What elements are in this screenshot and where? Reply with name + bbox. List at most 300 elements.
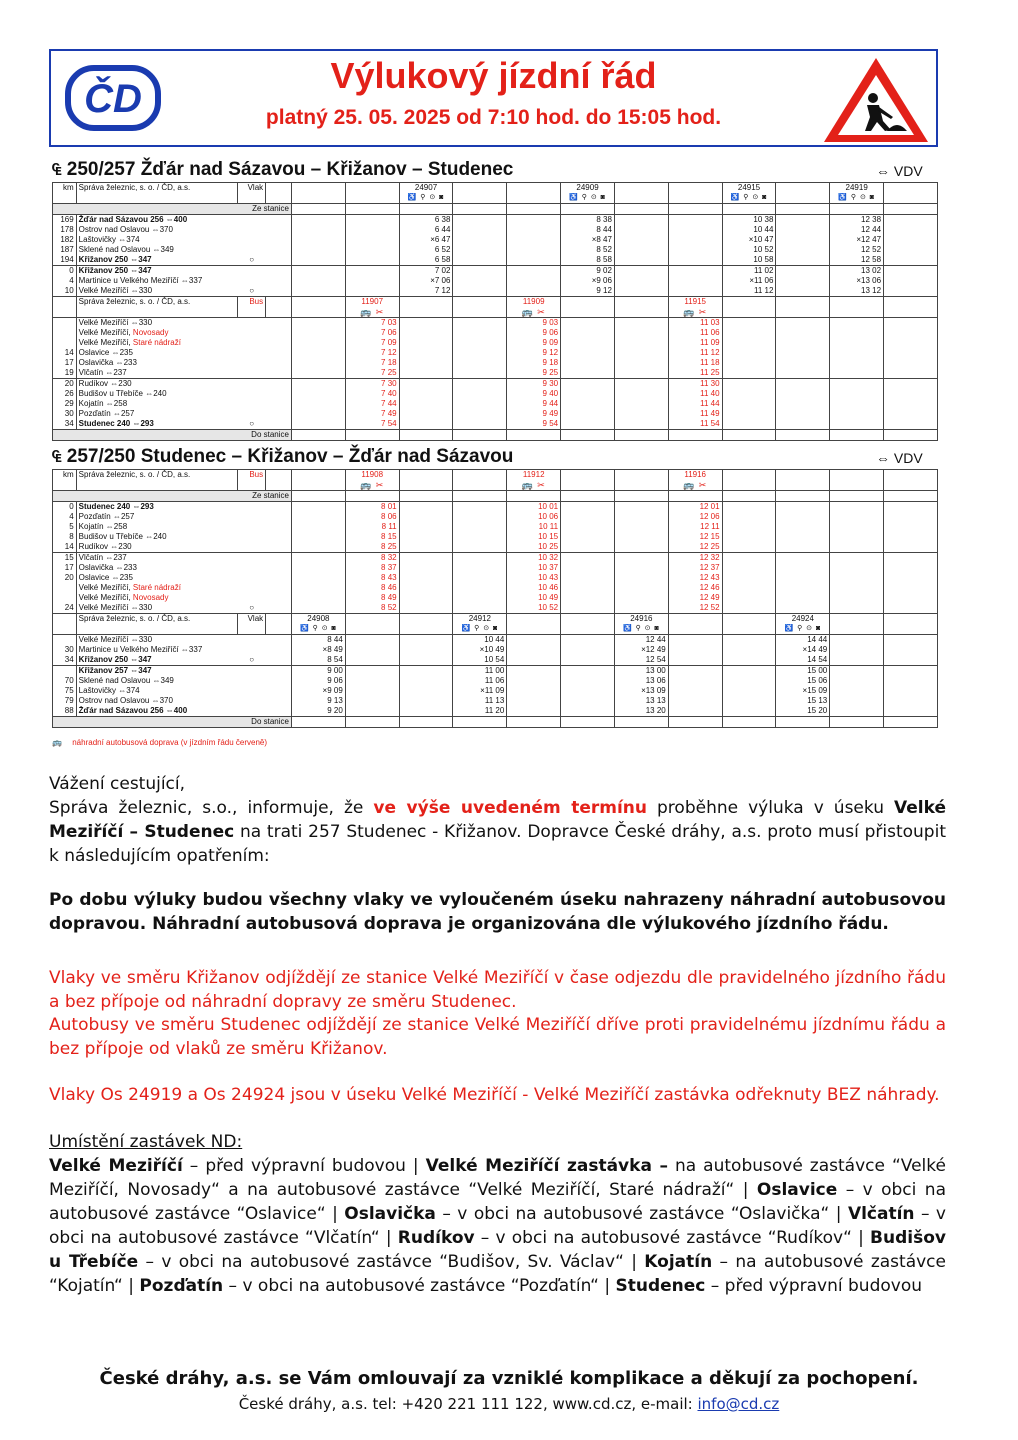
timetable-cell bbox=[53, 624, 77, 635]
timetable-cell bbox=[507, 286, 561, 297]
departure-time: 9 25 bbox=[507, 368, 561, 379]
timetable-cell bbox=[776, 204, 830, 215]
timetable-cell bbox=[884, 266, 938, 277]
stop-name: Kojatín bbox=[644, 1252, 713, 1272]
timetable-cell bbox=[291, 318, 345, 329]
departure-time: 8 44 bbox=[561, 225, 615, 235]
stop-marker bbox=[238, 276, 266, 286]
departure-time: 8 44 bbox=[291, 635, 345, 646]
timetable-cell bbox=[722, 358, 776, 368]
timetable-cell bbox=[399, 542, 453, 553]
stop-marker bbox=[238, 532, 266, 542]
stop-marker bbox=[238, 328, 266, 338]
timetable-cell bbox=[722, 430, 776, 441]
service-icons: ♿ ⚲ ⊙ ◙ bbox=[399, 193, 453, 204]
stop-marker: ○ bbox=[249, 255, 255, 264]
timetable-cell bbox=[453, 430, 507, 441]
km-value: 19 bbox=[53, 368, 77, 379]
timetable-cell bbox=[722, 655, 776, 666]
departure-time: ×13 06 bbox=[830, 276, 884, 286]
km-value: 30 bbox=[53, 409, 77, 419]
departure-time: 8 37 bbox=[345, 563, 399, 573]
timetable-cell bbox=[291, 379, 345, 390]
timetable-cell bbox=[722, 409, 776, 419]
departure-time: 8 11 bbox=[345, 522, 399, 532]
stop-marker bbox=[238, 266, 266, 277]
timetable-cell bbox=[722, 706, 776, 717]
train-number: 24912 bbox=[453, 614, 507, 625]
timetable-cell bbox=[830, 542, 884, 553]
timetable-cell bbox=[884, 470, 938, 481]
timetable-cell bbox=[884, 328, 938, 338]
timetable-cell bbox=[614, 553, 668, 564]
train-number: 24916 bbox=[614, 614, 668, 625]
timetable-cell bbox=[399, 563, 453, 573]
timetable-cell bbox=[884, 245, 938, 255]
timetable-cell bbox=[830, 522, 884, 532]
station-name: Rudíkov ⇔230 bbox=[76, 379, 237, 390]
section2-vdv-label: ⇔ VDV bbox=[876, 450, 923, 466]
km-value: 10 bbox=[53, 286, 77, 297]
timetable-cell bbox=[453, 409, 507, 419]
departure-time: 11 02 bbox=[722, 266, 776, 277]
timetable-cell bbox=[345, 286, 399, 297]
stop-description: – na autobusové zastávce “Kojatín“ | bbox=[49, 1252, 946, 1296]
timetable-cell bbox=[291, 553, 345, 564]
stop-marker bbox=[238, 225, 266, 235]
timetable-cell bbox=[453, 235, 507, 245]
timetable-cell bbox=[266, 706, 292, 717]
timetable-cell bbox=[884, 686, 938, 696]
timetable-cell bbox=[266, 583, 292, 593]
timetable-cell bbox=[507, 491, 561, 502]
timetable-cell bbox=[722, 480, 776, 491]
timetable-cell bbox=[399, 328, 453, 338]
km-value bbox=[53, 666, 77, 677]
timetable-cell bbox=[830, 399, 884, 409]
timetable-cell bbox=[830, 338, 884, 348]
departure-time: 9 40 bbox=[507, 389, 561, 399]
footer-contact: České dráhy, a.s. tel: +420 221 111 122, www.cd.cz, e-mail: info@cd.cz bbox=[238, 1395, 780, 1413]
departure-time: 10 43 bbox=[507, 573, 561, 583]
departure-time: 6 38 bbox=[399, 215, 453, 226]
timetable-cell bbox=[884, 717, 938, 728]
notice-paragraph-3b: Autobusy ve směru Studenec odjíždějí ze stanice Velké Meziříčí dříve proti pravidelnému jízdnímu řádu a bez přípoje od vlaků ze směru Křižanov. bbox=[49, 1015, 946, 1059]
operator-label: Správa železnic, s. o. / ČD, a.s. bbox=[76, 614, 237, 625]
train-number: 11909 bbox=[507, 297, 561, 308]
timetable-cell bbox=[399, 522, 453, 532]
timetable-cell bbox=[399, 706, 453, 717]
timetable-cell bbox=[776, 276, 830, 286]
timetable-cell bbox=[266, 379, 292, 390]
departure-time: 9 18 bbox=[507, 358, 561, 368]
email-link[interactable]: info@cd.cz bbox=[697, 1395, 780, 1413]
timetable-cell bbox=[668, 183, 722, 194]
departure-time: 9 12 bbox=[561, 286, 615, 297]
timetable-cell bbox=[53, 480, 77, 491]
timetable-cell bbox=[266, 470, 292, 481]
departure-time: ×12 49 bbox=[614, 645, 668, 655]
timetable-cell bbox=[668, 717, 722, 728]
stop-name: Vlčatín bbox=[847, 1204, 915, 1224]
timetable-cell bbox=[884, 635, 938, 646]
departure-time: 10 52 bbox=[722, 245, 776, 255]
timetable-cell bbox=[507, 225, 561, 235]
timetable-cell bbox=[291, 563, 345, 573]
timetable-cell bbox=[266, 635, 292, 646]
timetable-cell bbox=[76, 307, 237, 318]
timetable-cell bbox=[668, 624, 722, 635]
train-number: 24908 bbox=[291, 614, 345, 625]
departure-time: 12 15 bbox=[668, 532, 722, 542]
timetable-cell bbox=[291, 593, 345, 603]
station-name: Křižanov 250 ⇔347 bbox=[76, 266, 237, 277]
timetable-cell bbox=[399, 389, 453, 399]
timetable-cell bbox=[830, 563, 884, 573]
departure-time: 10 54 bbox=[453, 655, 507, 666]
timetable-cell bbox=[561, 419, 615, 430]
departure-time: 12 37 bbox=[668, 563, 722, 573]
timetable-cell bbox=[776, 717, 830, 728]
timetable-cell bbox=[776, 491, 830, 502]
timetable-cell bbox=[561, 593, 615, 603]
timetable-cell bbox=[507, 255, 561, 266]
timetable-cell bbox=[830, 593, 884, 603]
timetable-cell bbox=[291, 717, 345, 728]
timetable-cell bbox=[399, 717, 453, 728]
departure-time: 6 52 bbox=[399, 245, 453, 255]
timetable-cell bbox=[453, 193, 507, 204]
timetable-cell bbox=[561, 532, 615, 542]
train-kind-label: Bus bbox=[238, 297, 266, 308]
timetable-cell bbox=[561, 368, 615, 379]
operator-label: Správa železnic, s. o. / ČD, a.s. bbox=[76, 297, 237, 308]
timetable-cell bbox=[266, 645, 292, 655]
timetable-cell bbox=[722, 553, 776, 564]
timetable-cell bbox=[668, 276, 722, 286]
to-station-label: Do stanice bbox=[53, 717, 292, 728]
stop-description: – před výpravní budovou bbox=[705, 1276, 923, 1296]
timetable-cell bbox=[614, 225, 668, 235]
departure-time: 14 54 bbox=[776, 655, 830, 666]
from-station-label: Ze stanice bbox=[53, 491, 292, 502]
departure-time: 13 00 bbox=[614, 666, 668, 677]
departure-time: 15 13 bbox=[776, 696, 830, 706]
station-name: Martinice u Velkého Meziříčí ⇔337 bbox=[76, 645, 237, 655]
departure-time: ×13 09 bbox=[614, 686, 668, 696]
timetable-cell bbox=[614, 603, 668, 614]
timetable-cell bbox=[614, 593, 668, 603]
km-value: 30 bbox=[53, 645, 77, 655]
timetable-cell bbox=[830, 419, 884, 430]
stop-name: Velké Meziříčí zastávka – bbox=[425, 1156, 668, 1176]
timetable-cell bbox=[561, 666, 615, 677]
timetable-cell bbox=[884, 297, 938, 308]
timetable-cell bbox=[776, 470, 830, 481]
timetable-cell bbox=[830, 706, 884, 717]
timetable-section2 bbox=[52, 469, 938, 728]
timetable-cell bbox=[614, 348, 668, 358]
timetable-cell bbox=[830, 624, 884, 635]
section1-vdv-label: ⇔ VDV bbox=[876, 163, 923, 179]
timetable-cell bbox=[830, 635, 884, 646]
timetable-cell bbox=[776, 297, 830, 308]
timetable-cell bbox=[776, 563, 830, 573]
departure-time: 12 43 bbox=[668, 573, 722, 583]
departure-time: 11 12 bbox=[668, 348, 722, 358]
stop-marker bbox=[238, 502, 266, 513]
timetable-cell bbox=[399, 204, 453, 215]
service-icons: 🚌 ✂ bbox=[668, 307, 722, 318]
timetable-cell bbox=[776, 183, 830, 194]
timetable-cell bbox=[561, 297, 615, 308]
timetable-cell bbox=[266, 276, 292, 286]
departure-time: 11 25 bbox=[668, 368, 722, 379]
service-icons: ♿ ⚲ ⊙ ◙ bbox=[291, 624, 345, 635]
departure-time: 7 02 bbox=[399, 266, 453, 277]
departure-time: 8 58 bbox=[561, 255, 615, 266]
station-name: Křižanov 250 ⇔347 bbox=[76, 255, 237, 266]
km-value: 0 bbox=[53, 266, 77, 277]
departure-time: 8 32 bbox=[345, 553, 399, 564]
timetable-cell bbox=[561, 645, 615, 655]
stop-description: – v obci na autobusové zastávce “Oslavice“ | bbox=[49, 1180, 946, 1224]
timetable-cell bbox=[453, 480, 507, 491]
timetable-cell bbox=[76, 480, 237, 491]
timetable-cell bbox=[561, 655, 615, 666]
timetable-cell bbox=[722, 614, 776, 625]
stop-marker bbox=[238, 573, 266, 583]
departure-time: 14 44 bbox=[776, 635, 830, 646]
timetable-cell bbox=[776, 583, 830, 593]
timetable-cell bbox=[830, 603, 884, 614]
km-value: 182 bbox=[53, 235, 77, 245]
timetable-cell bbox=[884, 389, 938, 399]
timetable-cell bbox=[722, 419, 776, 430]
timetable-cell bbox=[668, 491, 722, 502]
departure-time: ×9 09 bbox=[291, 686, 345, 696]
timetable-cell bbox=[884, 603, 938, 614]
timetable-cell bbox=[266, 593, 292, 603]
timetable-cell bbox=[614, 338, 668, 348]
stop-marker bbox=[238, 553, 266, 564]
timetable-cell bbox=[399, 573, 453, 583]
timetable-cell bbox=[399, 624, 453, 635]
departure-time: 9 13 bbox=[291, 696, 345, 706]
timetable-cell bbox=[668, 706, 722, 717]
timetable-cell bbox=[399, 419, 453, 430]
timetable-cell bbox=[722, 399, 776, 409]
timetable-cell bbox=[291, 399, 345, 409]
station-name: Vlčatín ⇔237 bbox=[76, 553, 237, 564]
departure-time: 9 06 bbox=[291, 676, 345, 686]
departure-time: 12 01 bbox=[668, 502, 722, 513]
departure-time: 8 54 bbox=[291, 655, 345, 666]
stop-name: Oslavice bbox=[756, 1180, 838, 1200]
timetable-cell bbox=[884, 215, 938, 226]
timetable-cell bbox=[453, 286, 507, 297]
stop-marker bbox=[238, 583, 266, 593]
timetable-cell bbox=[884, 676, 938, 686]
stop-marker bbox=[238, 379, 266, 390]
timetable-cell bbox=[507, 430, 561, 441]
timetable-cell bbox=[668, 286, 722, 297]
timetable-cell bbox=[399, 666, 453, 677]
timetable-cell bbox=[614, 389, 668, 399]
km-header bbox=[53, 297, 77, 308]
timetable-cell bbox=[614, 583, 668, 593]
timetable-cell bbox=[53, 307, 77, 318]
timetable-cell bbox=[884, 624, 938, 635]
departure-time: 9 30 bbox=[507, 379, 561, 390]
stop-marker: ○ bbox=[249, 603, 255, 612]
service-icons: 🚌 ✂ bbox=[345, 307, 399, 318]
timetable-cell bbox=[507, 635, 561, 646]
timetable-cell bbox=[266, 193, 292, 204]
timetable-cell bbox=[266, 614, 292, 625]
station-name: Laštovičky ⇔374 bbox=[76, 235, 237, 245]
departure-time: 11 44 bbox=[668, 399, 722, 409]
timetable-cell bbox=[830, 655, 884, 666]
stops-list bbox=[49, 1154, 946, 1298]
train-number: 24915 bbox=[722, 183, 776, 194]
timetable-cell bbox=[614, 255, 668, 266]
station-name: Kojatín ⇔258 bbox=[76, 522, 237, 532]
timetable-cell bbox=[345, 245, 399, 255]
timetable-cell bbox=[76, 193, 237, 204]
timetable-cell bbox=[614, 409, 668, 419]
timetable-cell bbox=[722, 686, 776, 696]
timetable-cell bbox=[668, 245, 722, 255]
timetable-cell bbox=[830, 573, 884, 583]
stop-marker bbox=[238, 318, 266, 329]
timetable-cell bbox=[776, 593, 830, 603]
timetable-cell bbox=[291, 255, 345, 266]
timetable-cell bbox=[291, 409, 345, 419]
timetable-cell bbox=[722, 593, 776, 603]
timetable-cell bbox=[266, 553, 292, 564]
departure-time: 7 44 bbox=[345, 399, 399, 409]
stop-marker bbox=[238, 409, 266, 419]
departure-time: 10 38 bbox=[722, 215, 776, 226]
timetable-cell bbox=[266, 573, 292, 583]
timetable-cell bbox=[722, 624, 776, 635]
timetable-cell bbox=[399, 318, 453, 329]
timetable-cell bbox=[291, 389, 345, 399]
section1-title-text: 250/257 Žďár nad Sázavou – Křižanov – Studenec bbox=[66, 159, 514, 180]
timetable-cell bbox=[238, 480, 266, 491]
timetable-cell bbox=[345, 235, 399, 245]
station-name: Velké Meziříčí ⇔330 bbox=[76, 286, 237, 297]
timetable-cell bbox=[614, 235, 668, 245]
km-value: 88 bbox=[53, 706, 77, 717]
departure-time: 9 54 bbox=[507, 419, 561, 430]
timetable-cell bbox=[266, 686, 292, 696]
timetable-cell bbox=[830, 348, 884, 358]
timetable-cell bbox=[345, 255, 399, 266]
timetable-cell bbox=[453, 717, 507, 728]
timetable-cell bbox=[291, 470, 345, 481]
stop-marker bbox=[238, 389, 266, 399]
km-value: 26 bbox=[53, 389, 77, 399]
timetable-cell bbox=[345, 655, 399, 666]
timetable-cell bbox=[884, 286, 938, 297]
timetable-cell bbox=[345, 645, 399, 655]
timetable-cell bbox=[722, 542, 776, 553]
timetable-cell bbox=[76, 624, 237, 635]
timetable-cell bbox=[266, 409, 292, 419]
km-value: 79 bbox=[53, 696, 77, 706]
departure-time: 11 30 bbox=[668, 379, 722, 390]
timetable-cell bbox=[614, 717, 668, 728]
timetable-cell bbox=[830, 409, 884, 419]
stops-heading: Umístění zastávek ND: bbox=[49, 1132, 243, 1152]
service-icons: 🚌 ✂ bbox=[668, 480, 722, 491]
timetable-cell bbox=[614, 563, 668, 573]
departure-time: 12 49 bbox=[668, 593, 722, 603]
stop-description: na autobusové zastávce “Velké Meziříčí, Novosady“ a na autobusové zastávce “Velké Meziříčí, Staré nádraží“ | bbox=[49, 1156, 946, 1200]
timetable-cell bbox=[266, 225, 292, 235]
timetable-cell bbox=[668, 255, 722, 266]
departure-time: 7 25 bbox=[345, 368, 399, 379]
timetable-cell bbox=[291, 348, 345, 358]
departure-time: 11 06 bbox=[453, 676, 507, 686]
departure-time: 6 58 bbox=[399, 255, 453, 266]
timetable-cell bbox=[830, 430, 884, 441]
timetable-cell bbox=[266, 480, 292, 491]
timetable-cell bbox=[507, 686, 561, 696]
legend bbox=[52, 738, 267, 747]
station-name: Žďár nad Sázavou 256 ⇔400 bbox=[76, 215, 237, 226]
bus-icon: 🚌 bbox=[52, 738, 62, 747]
departure-time: 11 03 bbox=[668, 318, 722, 329]
timetable-cell bbox=[399, 502, 453, 513]
timetable-cell bbox=[507, 696, 561, 706]
timetable-cell bbox=[345, 614, 399, 625]
timetable-cell bbox=[291, 225, 345, 235]
timetable-cell bbox=[399, 635, 453, 646]
train-number: 24909 bbox=[561, 183, 615, 194]
departure-time: 11 18 bbox=[668, 358, 722, 368]
departure-time: ×8 47 bbox=[561, 235, 615, 245]
timetable-cell bbox=[776, 225, 830, 235]
timetable-cell bbox=[776, 542, 830, 553]
departure-time: 8 49 bbox=[345, 593, 399, 603]
km-value: 29 bbox=[53, 399, 77, 409]
timetable-cell bbox=[884, 512, 938, 522]
train-number: 24924 bbox=[776, 614, 830, 625]
timetable-cell bbox=[561, 318, 615, 329]
timetable-cell bbox=[884, 225, 938, 235]
timetable-cell bbox=[507, 215, 561, 226]
timetable-cell bbox=[776, 193, 830, 204]
timetable-cell bbox=[453, 204, 507, 215]
service-icons: ♿ ⚲ ⊙ ◙ bbox=[614, 624, 668, 635]
departure-time: 8 25 bbox=[345, 542, 399, 553]
departure-time: 8 46 bbox=[345, 583, 399, 593]
timetable-cell bbox=[345, 686, 399, 696]
timetable-cell bbox=[614, 215, 668, 226]
stop-description: – před výpravní budovou | bbox=[182, 1156, 426, 1176]
timetable-cell bbox=[884, 542, 938, 553]
timetable-cell bbox=[266, 502, 292, 513]
timetable-cell bbox=[668, 193, 722, 204]
timetable-cell bbox=[884, 419, 938, 430]
timetable-cell bbox=[884, 430, 938, 441]
timetable-cell bbox=[614, 183, 668, 194]
timetable-cell bbox=[561, 338, 615, 348]
timetable-cell bbox=[561, 358, 615, 368]
